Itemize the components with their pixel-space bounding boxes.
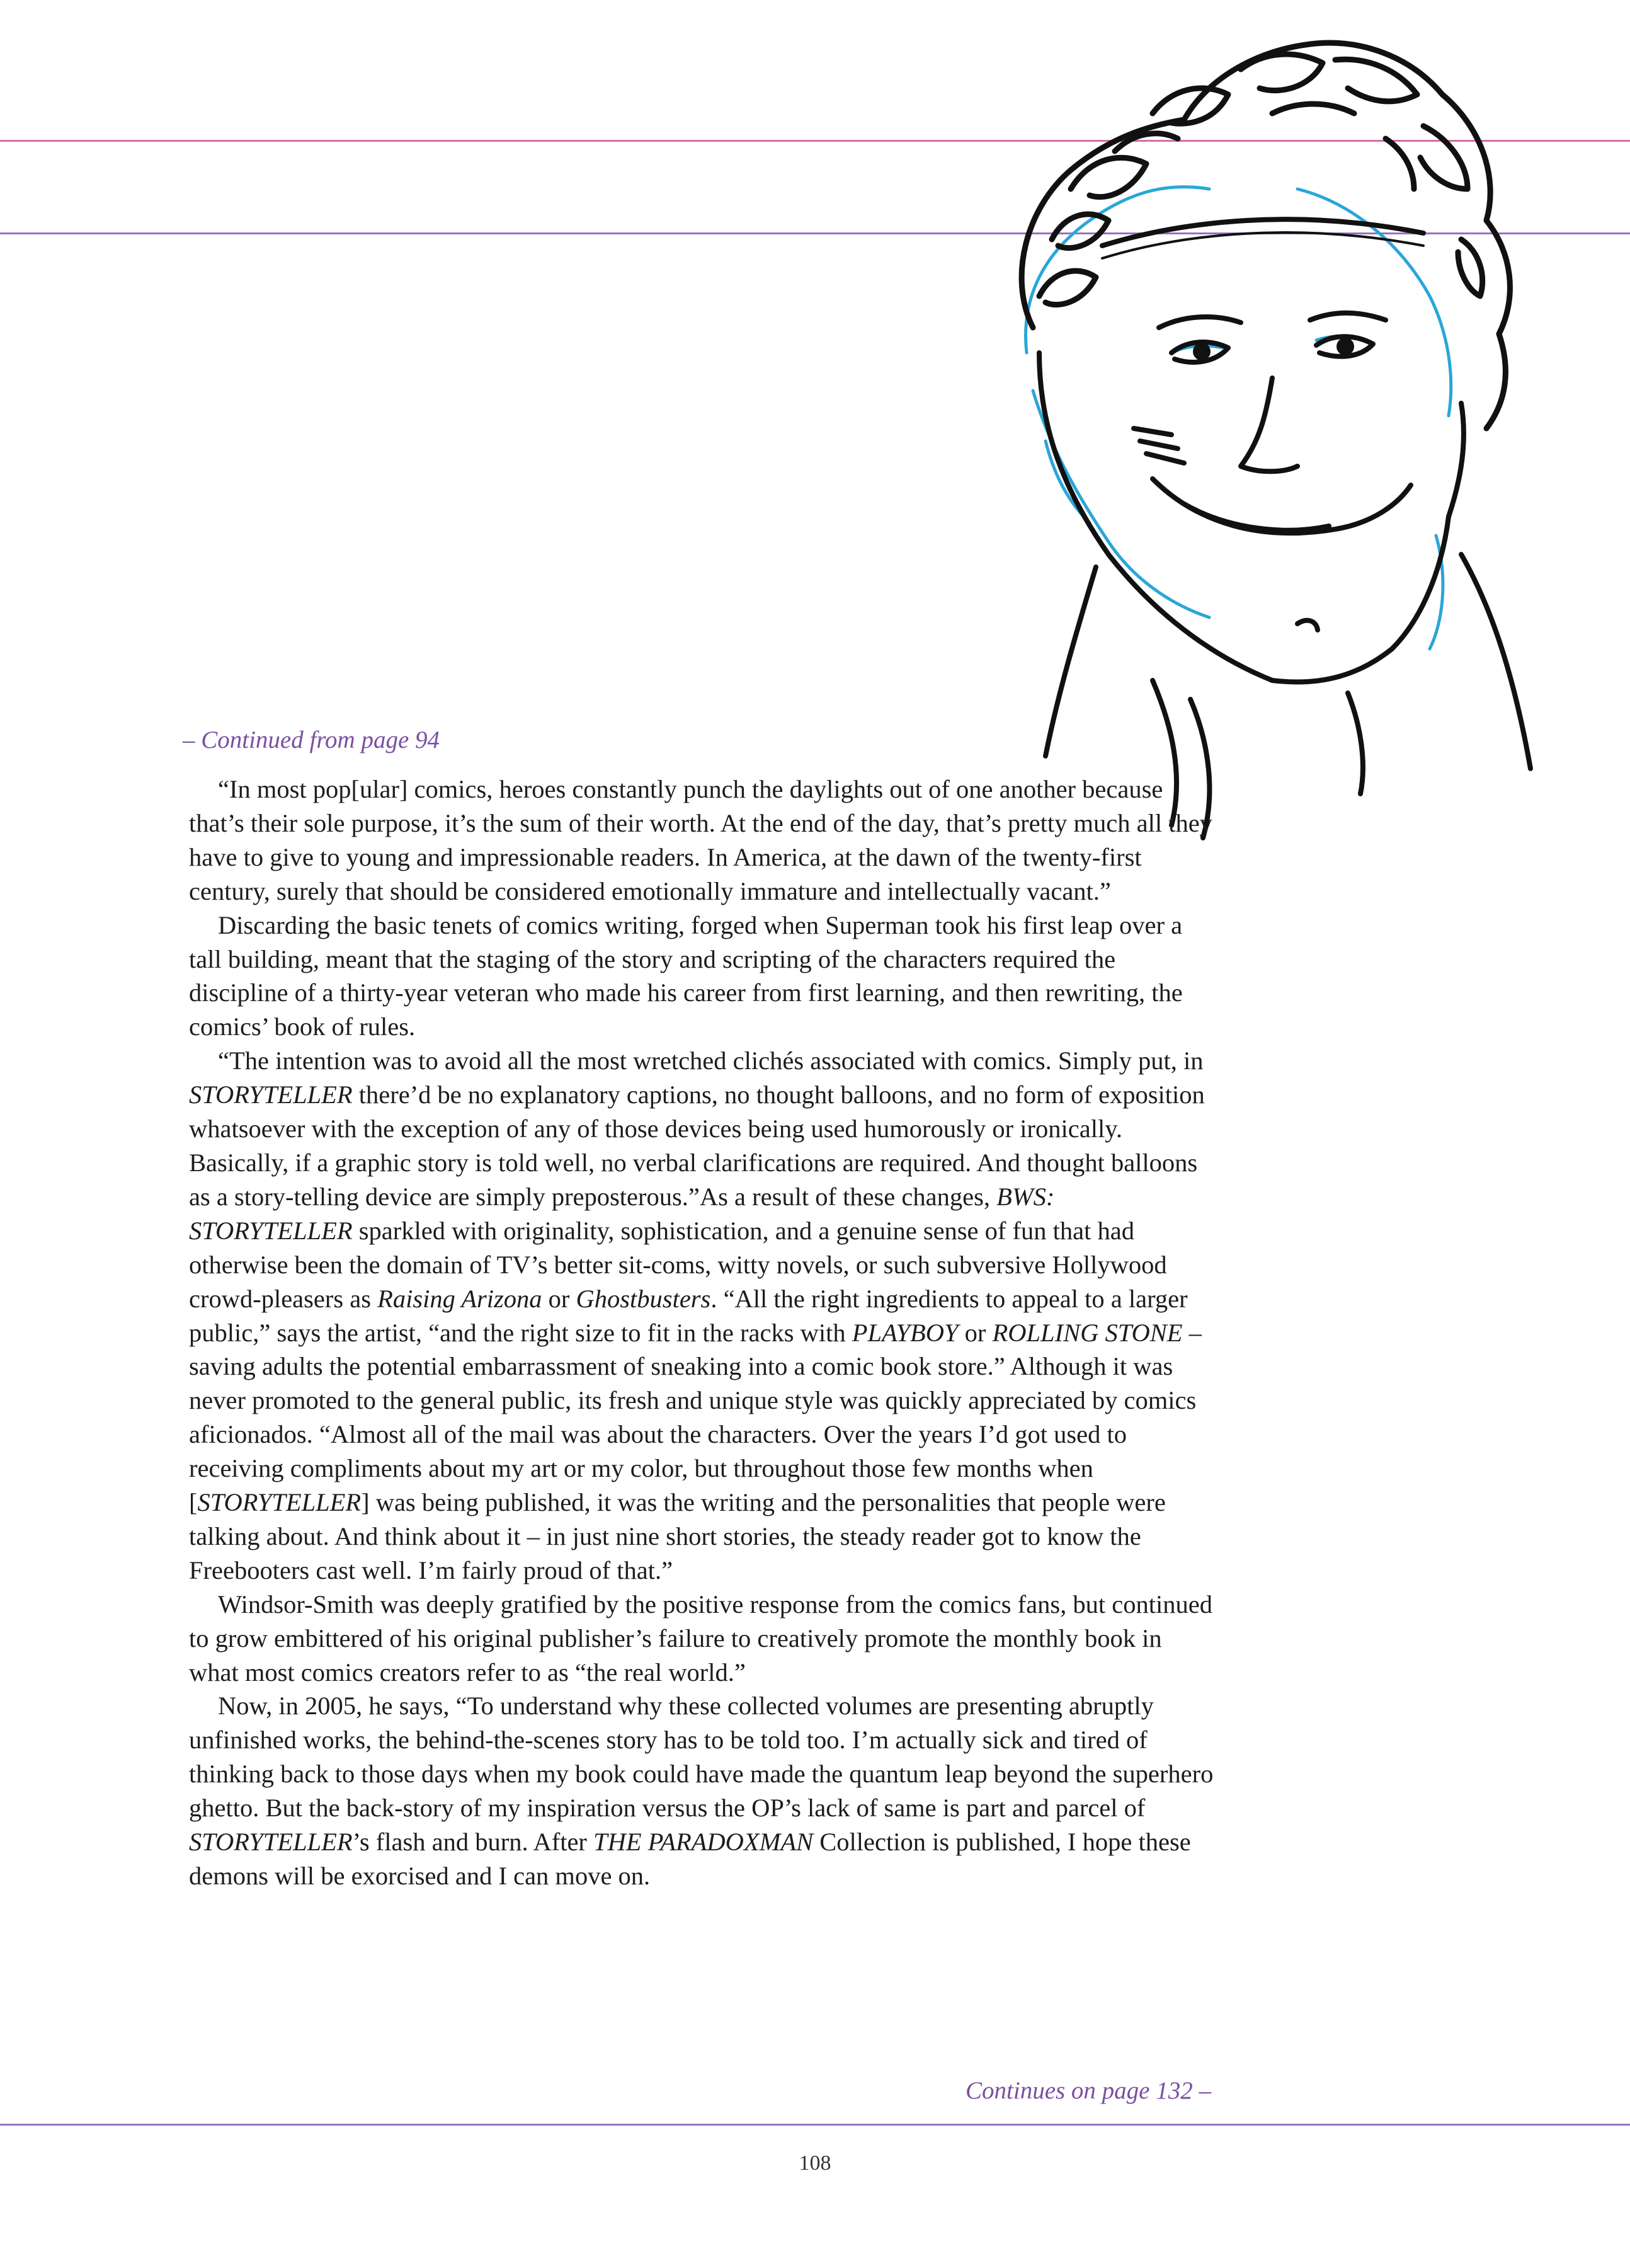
italic-title: ROLLING STONE bbox=[992, 1318, 1183, 1347]
text-run: ] was being published, it was the writing and the personalities that people were talking about. And think about it – in just nine short stories, the steady reader got to know the Freebooters cast well. I’m fairly proud of that.” bbox=[189, 1488, 1166, 1584]
italic-title: Raising Arizona bbox=[377, 1284, 542, 1313]
text-run: or bbox=[958, 1318, 993, 1347]
italic-title: STORYTELLER bbox=[189, 1828, 353, 1857]
article-paragraph bbox=[189, 1689, 1216, 1893]
continued-from-note: – Continued from page 94 bbox=[183, 726, 440, 753]
text-run: “In most pop[ular] comics, heroes constantly punch the daylights out of one another because that’s their sole purpose, it’s the sum of their worth. At the end of the day, that’s pretty much all they have to give to young and impressionable readers. In America, at the dawn of the twenty-first century, surely that should be considered emotionally immature and intellectually vacant.” bbox=[189, 775, 1212, 905]
italic-title: BWS: STORYTELLER bbox=[189, 1182, 1055, 1245]
italic-title: STORYTELLER bbox=[197, 1488, 362, 1517]
text-run: Now, in 2005, he says, “To understand why these collected volumes are presenting abruptly unfinished works, the behind-the-scenes story has to be told too. I’m actually sick and tired of thinking back to those days when my book could have made the quantum leap beyond the superhero ghetto. But the back-story of my inspiration versus the OP’s lack of same is part and parcel of bbox=[189, 1692, 1214, 1823]
bottom-rule bbox=[0, 2124, 1630, 2126]
text-run: ’s flash and burn. After bbox=[352, 1828, 594, 1857]
text-run: or bbox=[542, 1284, 576, 1313]
italic-title: PLAYBOY bbox=[852, 1318, 959, 1347]
text-run: Discarding the basic tenets of comics writing, forged when Superman took his first leap over a tall building, meant that the staging of the story and scripting of the characters required the discipline of a thirty-year veteran who made his career from first learning, and then rewriting, the comics’ book of rules. bbox=[189, 910, 1183, 1041]
text-run: “The intention was to avoid all the most wretched clichés associated with comics. Simply put, in bbox=[218, 1046, 1204, 1075]
hair-ink bbox=[1022, 43, 1510, 428]
text-run: – saving adults the potential embarrassment of sneaking into a comic book store.” Although it was never promoted to the general public, its fresh and unique style was quickly appreciated by comics aficionados. “Almost all of the mail was about the characters. Over the years I’d got used to receiving compliments about my art or my color, but throughout those few months when [ bbox=[189, 1318, 1202, 1517]
continues-on-note: Continues on page 132 – bbox=[966, 2077, 1211, 2104]
text-run: Windsor-Smith was deeply gratified by the positive response from the comics fans, but continued to grow embittered of his original publisher’s failure to creatively promote the monthly book in what most comics creators refer to as “the real world.” bbox=[189, 1589, 1212, 1687]
italic-title: Ghostbusters bbox=[576, 1284, 711, 1313]
text-run: Collection is published, I hope these demons will be exorcised and I can move on. bbox=[189, 1828, 1191, 1890]
blue-pencil-lines bbox=[1025, 187, 1450, 649]
page-number: 108 bbox=[799, 2151, 831, 2175]
text-run: sparkled with originality, sophistication, and a genuine sense of fun that had otherwise been the domain of TV’s better sit-coms, witty novels, or such subversive Hollywood crowd-pleasers as bbox=[189, 1216, 1167, 1313]
article-body bbox=[189, 772, 1216, 1893]
italic-title: THE PARADOXMAN bbox=[593, 1828, 814, 1857]
face-ink bbox=[1039, 313, 1530, 838]
portrait-sketch-illustration bbox=[945, 0, 1581, 863]
italic-title: STORYTELLER bbox=[189, 1080, 353, 1109]
text-run: . “All the right ingredients to appeal to a larger public,” says the artist, “and the right size to fit in the racks with bbox=[189, 1284, 1188, 1347]
article-paragraph bbox=[189, 772, 1216, 908]
article-paragraph bbox=[189, 908, 1216, 1045]
article-paragraph bbox=[189, 1588, 1216, 1690]
text-run: there’d be no explanatory captions, no thought balloons, and no form of exposition whatsoever with the exception of any of those devices being used humorously or ironically. Basically, if a graphic story is told well, no verbal clarifications are required. And thought balloons as a story-telling device are simply preposterous.”As a result of these changes, bbox=[189, 1080, 1205, 1211]
article-paragraph bbox=[189, 1044, 1216, 1588]
